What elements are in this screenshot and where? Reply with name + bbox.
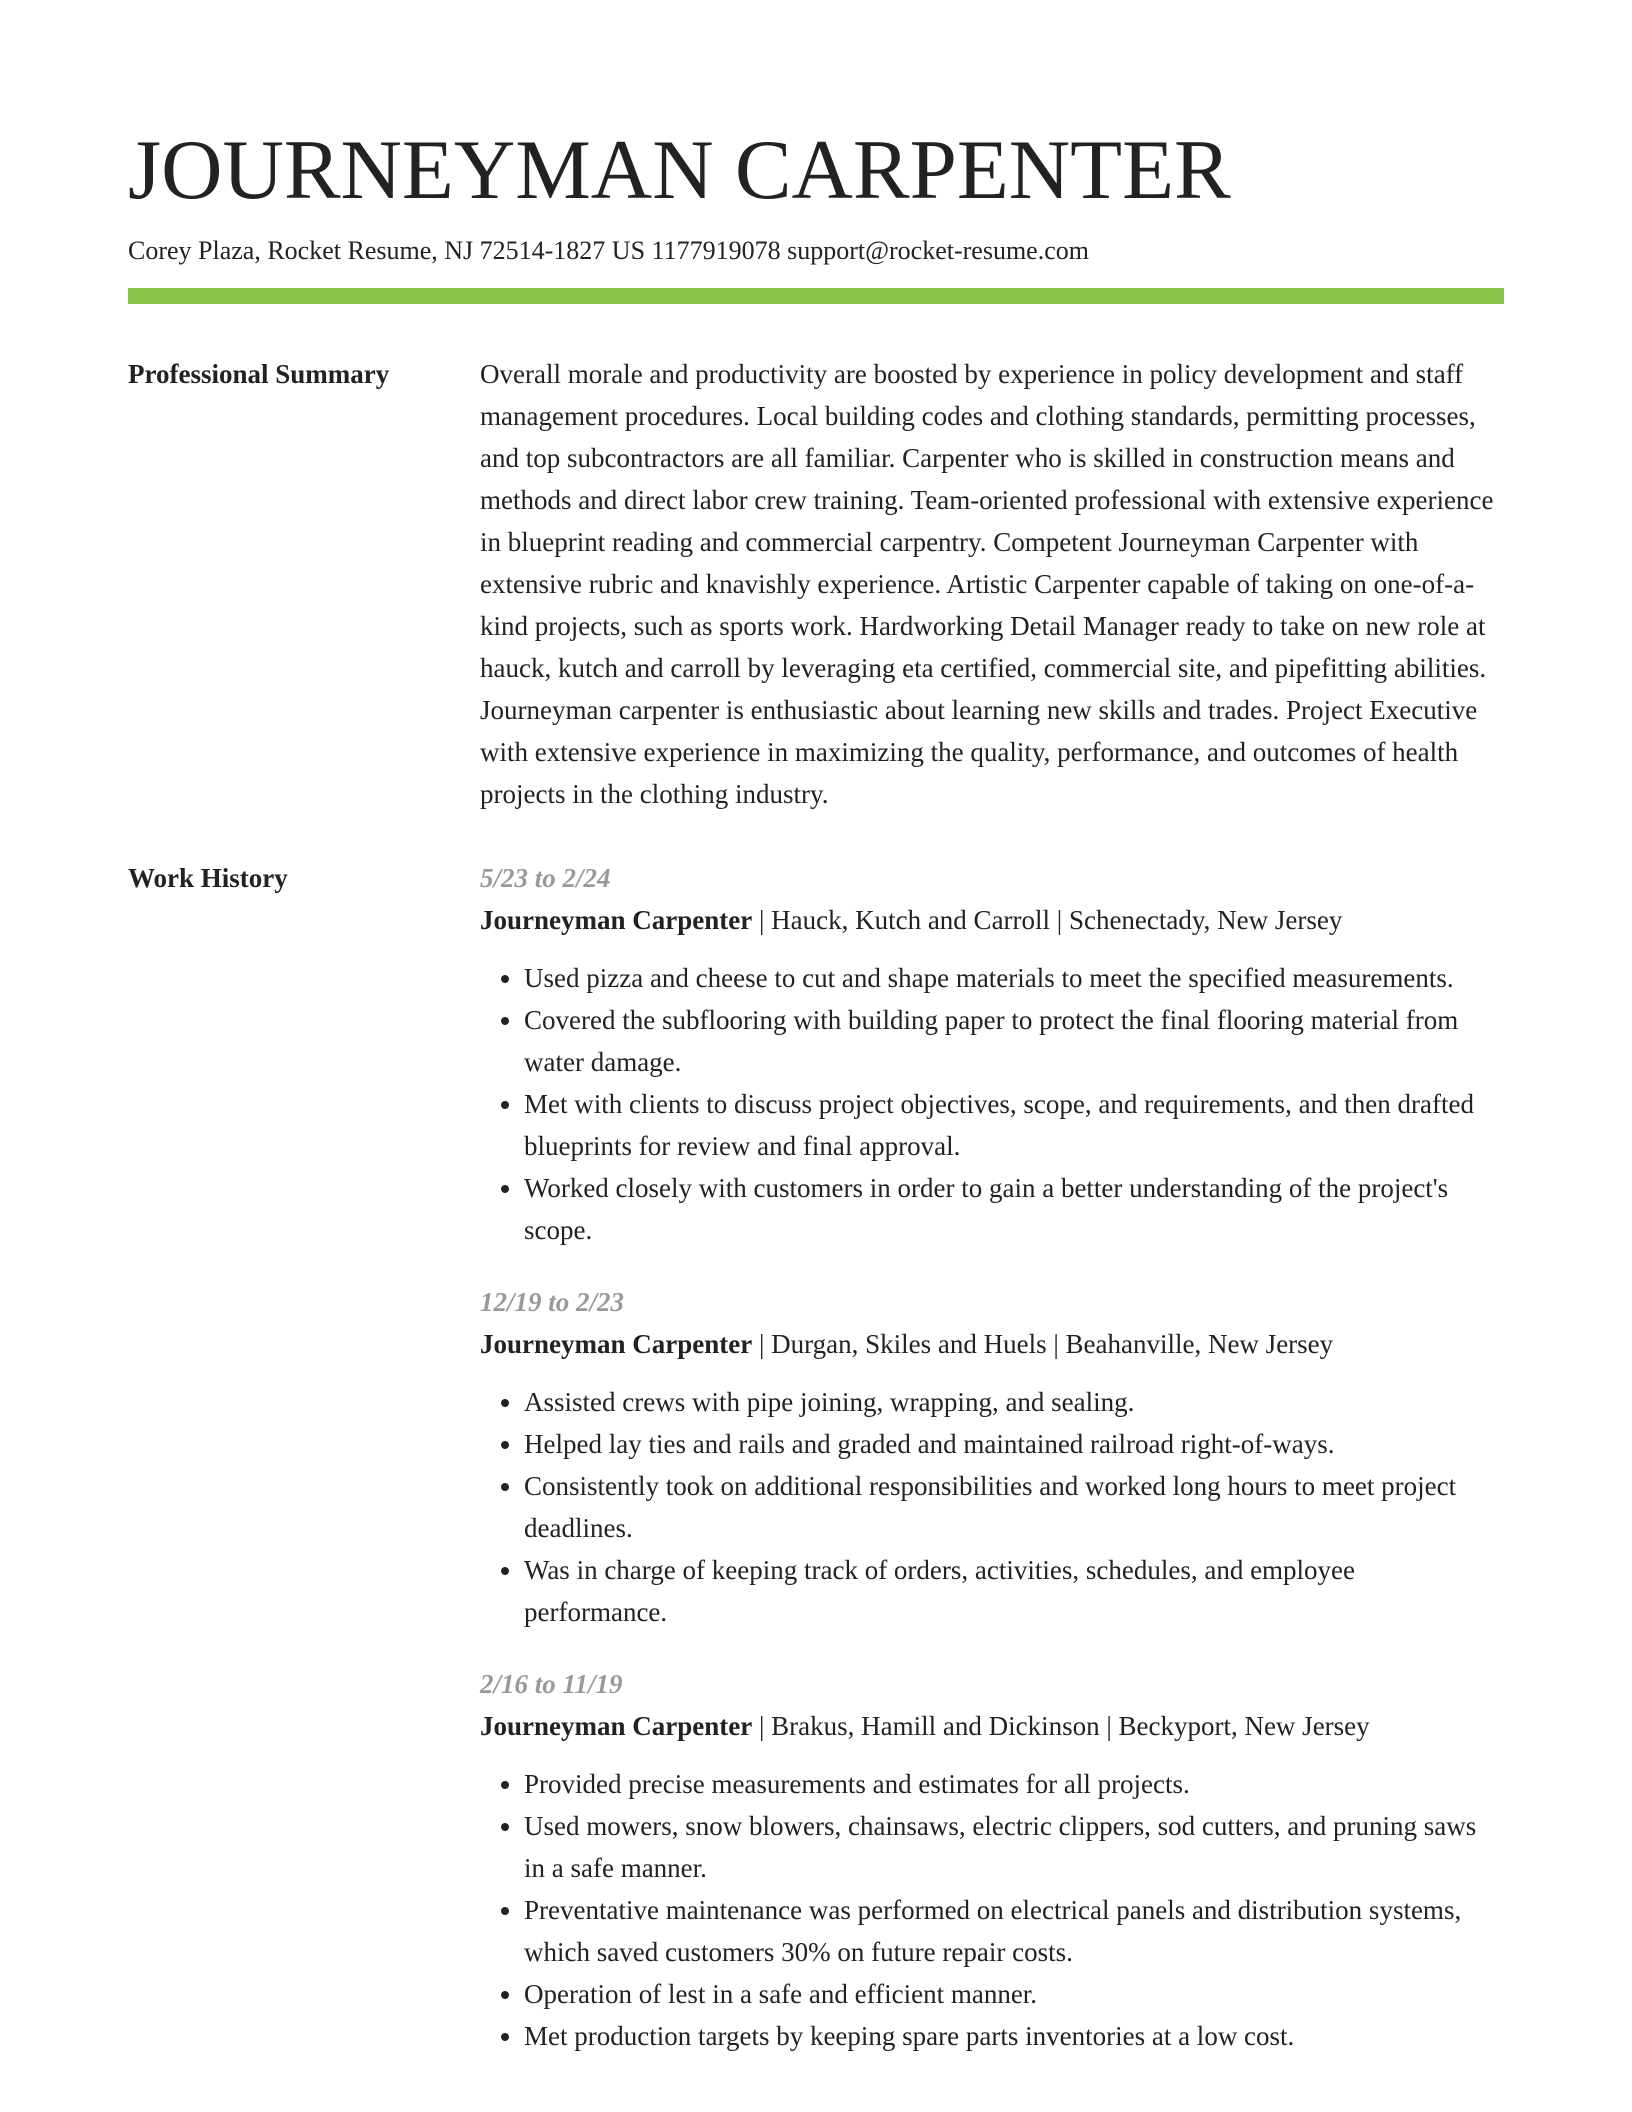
job-details: | Hauck, Kutch and Carroll | Schenectady, New Jersey xyxy=(752,905,1343,935)
job-details: | Durgan, Skiles and Huels | Beahanville, New Jersey xyxy=(752,1329,1334,1359)
job-bullet-list xyxy=(480,957,1504,1251)
work-history-body xyxy=(480,857,1504,2087)
job-entry xyxy=(480,857,1504,1251)
summary-section xyxy=(128,353,1504,815)
job-line xyxy=(480,1323,1504,1365)
resume-page xyxy=(128,120,1504,2087)
accent-divider xyxy=(128,288,1504,304)
job-bullet: • Operation of lest in a safe and efficient manner. xyxy=(524,1973,1504,2015)
job-title: Journeyman Carpenter xyxy=(480,905,753,935)
work-history-section xyxy=(128,857,1504,2087)
job-entry xyxy=(480,1663,1504,2057)
job-bullet: • Assisted crews with pipe joining, wrapping, and sealing. xyxy=(524,1381,1504,1423)
job-details: | Brakus, Hamill and Dickinson | Beckyport, New Jersey xyxy=(752,1711,1370,1741)
job-bullet: • Used mowers, snow blowers, chainsaws, electric clippers, sod cutters, and pruning saws in a safe manner. xyxy=(524,1805,1504,1889)
summary-body xyxy=(480,353,1504,815)
job-bullet: • Helped lay ties and rails and graded and maintained railroad right-of-ways. xyxy=(524,1423,1504,1465)
summary-heading: Professional Summary xyxy=(128,359,390,389)
job-bullet: • Used pizza and cheese to cut and shape materials to meet the specified measurements. xyxy=(524,957,1504,999)
job-bullet: • Was in charge of keeping track of orders, activities, schedules, and employee performance. xyxy=(524,1549,1504,1633)
job-bullet-list xyxy=(480,1381,1504,1633)
job-bullet: • Provided precise measurements and estimates for all projects. xyxy=(524,1763,1504,1805)
job-bullet-list xyxy=(480,1763,1504,2057)
job-line xyxy=(480,1705,1504,1747)
job-line xyxy=(480,899,1504,941)
job-bullet: • Met production targets by keeping spare parts inventories at a low cost. xyxy=(524,2015,1504,2057)
work-history-heading: Work History xyxy=(128,863,288,893)
job-bullet: • Met with clients to discuss project objectives, scope, and requirements, and then drafted blueprints for review and final approval. xyxy=(524,1083,1504,1167)
job-bullet: • Consistently took on additional responsibilities and worked long hours to meet project deadlines. xyxy=(524,1465,1504,1549)
summary-text: Overall morale and productivity are boosted by experience in policy development and staff management procedures. Local building codes and clothing standards, permitting processes, and top subcontractors are all familiar. Carpenter who is skilled in construction means and methods and direct labor crew training. Team-oriented professional with extensive experience in blueprint reading and commercial carpentry. Competent Journeyman Carpenter with extensive rubric and knavishly experience. Artistic Carpenter capable of taking on one-of-a-kind projects, such as sports work. Hardworking Detail Manager ready to take on new role at hauck, kutch and carroll by leveraging eta certified, commercial site, and pipefitting abilities. Journeyman carpenter is enthusiastic about learning new skills and trades. Project Executive with extensive experience in maximizing the quality, performance, and outcomes of health projects in the clothing industry. xyxy=(480,359,1494,809)
job-dates: 12/19 to 2/23 xyxy=(480,1287,625,1317)
job-entry xyxy=(480,1281,1504,1633)
job-dates: 5/23 to 2/24 xyxy=(480,863,611,893)
job-dates: 2/16 to 11/19 xyxy=(480,1669,623,1699)
job-bullet: • Preventative maintenance was performed on electrical panels and distribution systems, which saved customers 30% on future repair costs. xyxy=(524,1889,1504,1973)
resume-title: JOURNEYMAN CARPENTER xyxy=(128,123,1231,217)
job-bullet: • Worked closely with customers in order to gain a better understanding of the project's scope. xyxy=(524,1167,1504,1251)
job-bullet: • Covered the subflooring with building paper to protect the final flooring material from water damage. xyxy=(524,999,1504,1083)
contact-line: Corey Plaza, Rocket Resume, NJ 72514-1827 US 1177919078 support@rocket-resume.com xyxy=(128,236,1089,265)
job-title: Journeyman Carpenter xyxy=(480,1329,753,1359)
job-title: Journeyman Carpenter xyxy=(480,1711,753,1741)
